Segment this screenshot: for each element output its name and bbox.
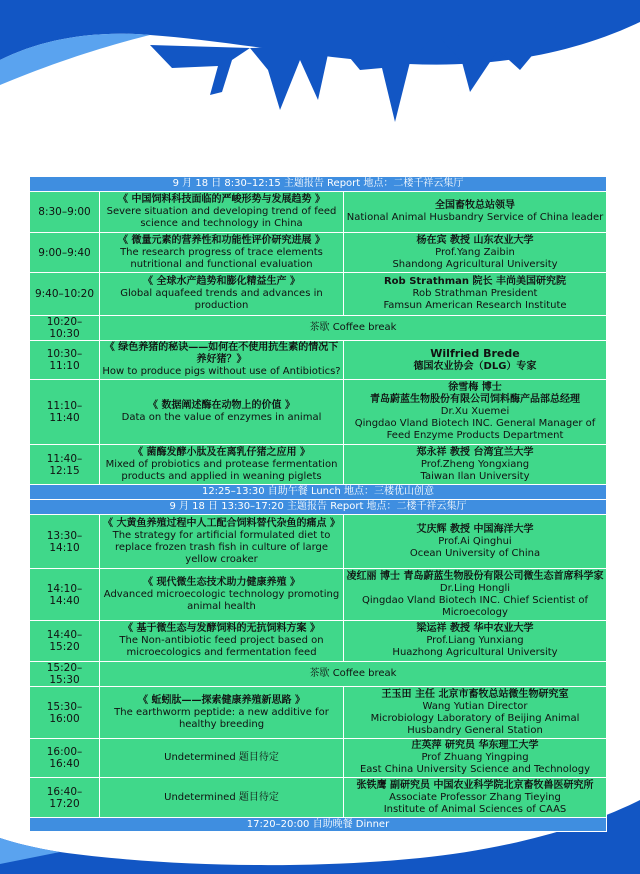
speaker-name-cn: 张铁鹰 副研究员 中国农业科学院北京畜牧兽医研究所: [356, 779, 594, 791]
time-cell: 9:00–9:40: [30, 233, 100, 273]
topic-cell: [100, 621, 344, 662]
agenda-row: [30, 569, 607, 621]
speaker-cell: [344, 569, 607, 621]
speaker-cell: [344, 739, 607, 778]
topic-cell: [100, 273, 344, 316]
topic-cell: [100, 233, 344, 273]
speaker-cell: [344, 380, 607, 445]
speaker-cell: [344, 621, 607, 662]
agenda-row: [30, 445, 607, 485]
topic-title-en: Mixed of probiotics and protease fermentation products and applied in weaning piglets: [105, 458, 338, 482]
speaker-org-cn: 德国农业协会（DLG）专家: [413, 360, 537, 372]
lunch-banner: [30, 485, 607, 500]
coffee-break-row: [30, 316, 607, 341]
agenda-row: [30, 273, 607, 316]
topic-title-en: The earthworm peptide: a new additive for healthy breeding: [114, 706, 329, 730]
time-cell: 13:30–14:10: [30, 515, 100, 569]
speaker-name-cn: Rob Strathman 院长 丰尚美国研究院: [383, 276, 567, 287]
figure-shape-right: [340, 40, 430, 122]
speaker-name-en: Wang Yutian Director Microbiology Laboratory of Beijing Animal Husbandry General Station: [370, 700, 580, 736]
time-cell: 10:30–11:10: [30, 341, 100, 380]
speaker-cell: [344, 515, 607, 569]
topic-title-en: The Non-antibiotic feed project based on microecologics and fermentation feed: [119, 635, 324, 658]
speaker-cell: [344, 341, 607, 380]
topic-cell: [100, 192, 344, 233]
topic-cell: [100, 778, 344, 818]
topic-title-cn: 《 数据阐述酶在动物上的价值 》: [148, 400, 295, 411]
afternoon-session-banner: [30, 500, 607, 515]
agenda-row: [30, 192, 607, 233]
speaker-name-cn: 艾庆辉 教授 中国海洋大学: [416, 523, 534, 535]
topic-title-cn: 《 基于微生态与发酵饲料的无抗饲料方案 》: [123, 623, 320, 634]
speaker-name-en: Prof.Yang Zaibin Shandong Agricultural University: [392, 246, 558, 270]
speaker-name-cn: 梁运祥 教授 华中农业大学: [416, 623, 534, 634]
speaker-name-en: Prof.Ai Qinghui Ocean University of China: [409, 535, 541, 559]
speaker-name-en: Associate Professor Zhang Tieying Institute of Animal Sciences of CAAS: [383, 791, 567, 815]
speaker-name-en: Dr.Ling Hongli Qingdao Vland Biotech INC. Chief Scientist of Microecology: [361, 582, 589, 618]
coffee-break-label: 茶歇 Coffee break: [100, 662, 607, 687]
speaker-name-en: Prof Zhuang Yingping East China University Science and Technology: [359, 752, 591, 775]
time-cell: 16:00–16:40: [30, 739, 100, 778]
topic-title-cn: 《 微量元素的营养性和功能性评价研究进展 》: [118, 234, 325, 246]
topic-title-cn: 《 现代微生态技术助力健康养殖 》: [143, 576, 300, 588]
topic-title-en: The strategy for artificial formulated diet to replace frozen trash fish in culture of large yellow croaker: [112, 529, 331, 565]
agenda-row: [30, 380, 607, 445]
topic-title-cn: 《 大黄鱼养殖过程中人工配合饲料替代杂鱼的痛点 》: [103, 517, 340, 529]
speaker-cell: [344, 687, 607, 739]
topic-cell: [100, 341, 344, 380]
time-cell: 10:20–10:30: [30, 316, 100, 341]
topic-title-en: Undetermined 题目待定: [164, 752, 279, 763]
dinner-title: 17:20–20:00 自助晚餐 Dinner: [30, 818, 607, 832]
afternoon-session-title: 9 月 18 日 13:30–17:20 主题报告 Report 地点：二楼千祥云集厅: [30, 500, 607, 515]
speaker-cell: [344, 233, 607, 273]
speaker-name-cn: 庄英萍 研究员 华东理工大学: [411, 740, 539, 751]
topic-cell: [100, 569, 344, 621]
topic-title-cn: 《 中国饲料科技面临的严峻形势与发展趋势 》: [118, 194, 325, 205]
speaker-name-en: Dr.Xu Xuemei Qingdao Vland Biotech INC. General Manager of Feed Enzyme Products Department: [354, 406, 596, 441]
topic-cell: [100, 687, 344, 739]
topic-title-cn: 《 全球水产趋势和膨化精益生产 》: [143, 276, 300, 287]
speaker-name-cn: 杨在宾 教授 山东农业大学: [416, 234, 534, 246]
topic-title-en: How to produce pigs without use of Antibiotics?: [102, 366, 341, 377]
agenda-row: [30, 621, 607, 662]
coffee-break-label: 茶歇 Coffee break: [100, 316, 607, 341]
topic-title-en: Undetermined 题目待定: [164, 791, 279, 803]
schedule-table: [29, 176, 607, 832]
agenda-row: [30, 233, 607, 273]
topic-title-cn: 《 蚯蚓肽——探索健康养殖新思路 》: [138, 694, 305, 706]
time-cell: 14:10–14:40: [30, 569, 100, 621]
topic-title-en: The research progress of trace elements nutritional and functional evaluation: [120, 246, 323, 270]
topic-cell: [100, 380, 344, 445]
figure-shape-left: [150, 45, 250, 95]
time-cell: 14:40–15:20: [30, 621, 100, 662]
speaker-name-en: National Animal Husbandry Service of China leader: [346, 212, 604, 223]
time-cell: 16:40–17:20: [30, 778, 100, 818]
speaker-cell: [344, 445, 607, 485]
topic-cell: [100, 445, 344, 485]
topic-title-en: Severe situation and developing trend of feed science and technology in China: [106, 206, 337, 229]
figure-shape-mid: [250, 45, 330, 110]
speaker-name-cn: 郑永祥 教授 台湾宜兰大学: [416, 446, 534, 458]
speaker-cell: [344, 192, 607, 233]
time-cell: 9:40–10:20: [30, 273, 100, 316]
topic-title-cn: 《 菌酶发酵小肽及在离乳仔猪之应用 》: [133, 446, 310, 458]
speaker-cell: [344, 273, 607, 316]
coffee-break-row: [30, 662, 607, 687]
agenda-row: [30, 739, 607, 778]
agenda-row: [30, 778, 607, 818]
agenda-row: [30, 687, 607, 739]
speaker-cell: [344, 778, 607, 818]
morning-session-banner: [30, 177, 607, 192]
speaker-name-en: Prof.Liang Yunxiang Huazhong Agricultural University: [392, 635, 558, 658]
speaker-name-en: Prof.Zheng Yongxiang Taiwan Ilan University: [420, 458, 530, 482]
time-cell: 15:30–16:00: [30, 687, 100, 739]
time-cell: 11:10–11:40: [30, 380, 100, 445]
agenda-row: [30, 341, 607, 380]
speaker-name-cn: 王玉田 主任 北京市畜牧总站微生物研究室: [381, 688, 569, 700]
speaker-name-cn: 徐雪梅 博士 青岛蔚蓝生物股份有限公司饲料酶产品部总经理: [370, 382, 580, 405]
topic-cell: [100, 739, 344, 778]
speaker-name-en: Rob Strathman President Famsun American Research Institute: [383, 288, 567, 311]
morning-session-title: 9 月 18 日 8:30–12:15 主题报告 Report 地点：二楼千祥云集厅: [30, 177, 607, 192]
time-cell: 15:20–15:30: [30, 662, 100, 687]
dinner-banner: [30, 818, 607, 832]
topic-title-en: Advanced microecologic technology promoting animal health: [103, 588, 340, 612]
speaker-name-cn: Wilfried Brede: [430, 346, 520, 360]
agenda-row: [30, 515, 607, 569]
topic-title-en: Data on the value of enzymes in animal: [121, 412, 322, 423]
topic-cell: [100, 515, 344, 569]
topic-title-cn: 《 绿色养猪的秘诀——如何在不使用抗生素的情况下养好猪？》: [104, 342, 339, 365]
speaker-name-cn: 凌红丽 博士 青岛蔚蓝生物股份有限公司微生态首席科学家: [346, 570, 604, 582]
lunch-title: 12:25–13:30 自助午餐 Lunch 地点：三楼优山创意: [30, 485, 607, 500]
time-cell: 11:40–12:15: [30, 445, 100, 485]
topic-title-en: Global aquafeed trends and advances in production: [120, 288, 323, 311]
speaker-name-cn: 全国畜牧总站领导: [435, 200, 515, 211]
time-cell: 8:30–9:00: [30, 192, 100, 233]
